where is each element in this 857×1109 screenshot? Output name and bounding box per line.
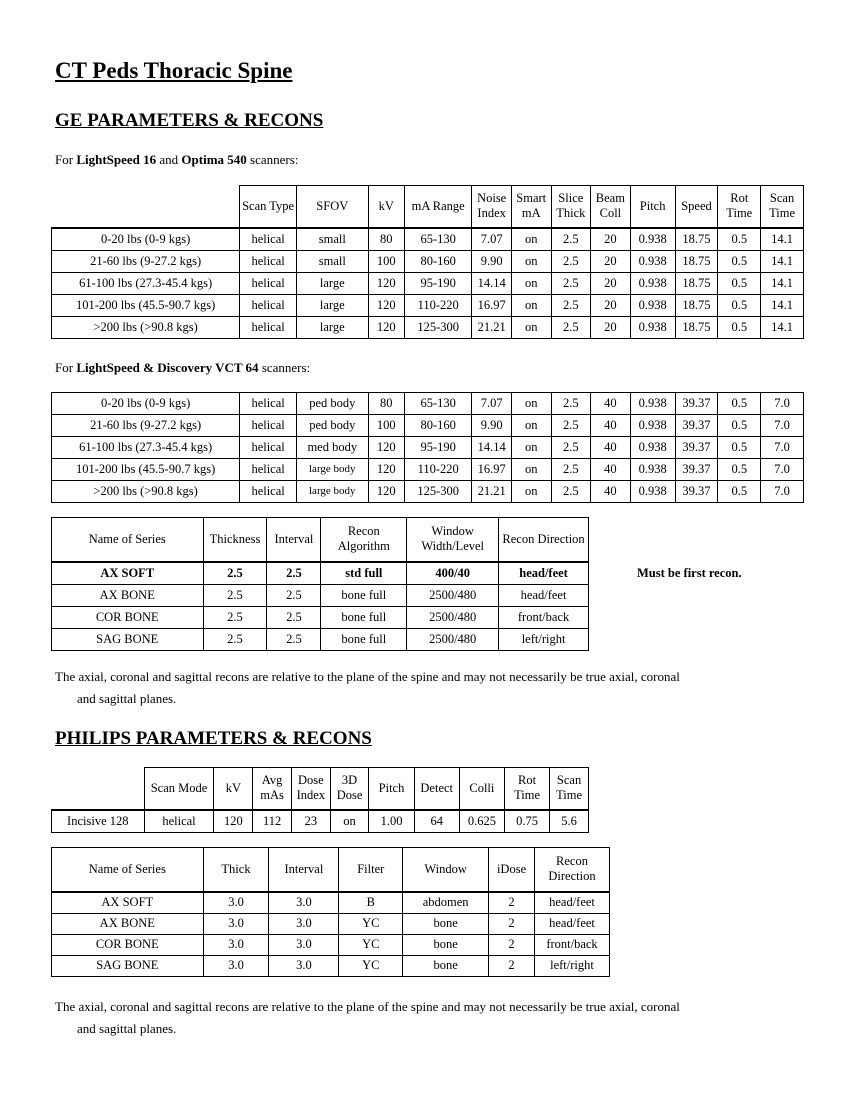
header-cell: mA Range: [404, 186, 471, 228]
table-cell: 0-20 lbs (0-9 kgs): [52, 228, 240, 251]
blank-header-cell: [52, 186, 240, 228]
table-cell: 14.1: [761, 272, 804, 294]
table-cell: 0.938: [630, 316, 675, 338]
table-cell: 40: [591, 393, 631, 415]
table-cell: bone: [403, 955, 489, 976]
table-cell: on: [511, 481, 551, 503]
philips-heading: PHILIPS PARAMETERS & RECONS: [55, 728, 372, 749]
table-cell: 2500/480: [407, 628, 499, 650]
table-cell: 400/40: [407, 562, 499, 585]
table-cell: front/back: [499, 606, 589, 628]
table-row: [52, 415, 804, 437]
table-cell: small: [296, 250, 368, 272]
table-cell: 39.37: [675, 393, 718, 415]
table-cell: YC: [339, 934, 403, 955]
table-cell: 39.37: [675, 437, 718, 459]
table-cell: head/feet: [499, 584, 589, 606]
table-cell: 120: [368, 294, 404, 316]
table-cell: helical: [240, 250, 297, 272]
header-cell: Pitch: [369, 768, 414, 810]
table-cell: 0.938: [630, 437, 675, 459]
table-cell: 125-300: [404, 316, 471, 338]
header-cell: Scan Type: [240, 186, 297, 228]
table-cell: helical: [240, 316, 297, 338]
table-cell: 3.0: [203, 892, 269, 914]
table-cell: 2.5: [203, 628, 267, 650]
table-cell: helical: [240, 481, 297, 503]
header-cell: Rot Time: [718, 186, 761, 228]
table-cell: AX BONE: [52, 913, 204, 934]
table-cell: 39.37: [675, 459, 718, 481]
table-cell: 2: [489, 955, 535, 976]
table-cell: 61-100 lbs (27.3-45.4 kgs): [52, 437, 240, 459]
header-cell: Scan Time: [550, 768, 589, 810]
ge-params-table-1: [51, 185, 804, 339]
table-cell: 110-220: [404, 294, 471, 316]
table-cell: small: [296, 228, 368, 251]
table-cell: 20: [591, 316, 631, 338]
table-cell: 101-200 lbs (45.5-90.7 kgs): [52, 294, 240, 316]
header-cell: Detect: [414, 768, 459, 810]
table-cell: bone full: [321, 606, 407, 628]
table-cell: 18.75: [675, 228, 718, 251]
ge-recon-body: [52, 562, 589, 651]
table-cell: 23: [291, 810, 330, 833]
table-cell: 2.5: [551, 437, 591, 459]
table-cell: 64: [414, 810, 459, 833]
philips-recon-note: [55, 996, 755, 1040]
table-cell: 0.625: [459, 810, 504, 833]
header-cell: Noise Index: [472, 186, 512, 228]
table-row: [52, 810, 589, 833]
table-cell: COR BONE: [52, 934, 204, 955]
table-cell: 120: [214, 810, 253, 833]
ge-table-1-body: [52, 228, 804, 339]
table-cell: large body: [296, 481, 368, 503]
table-cell: large: [296, 272, 368, 294]
table-cell: 2.5: [551, 481, 591, 503]
table-row: [52, 272, 804, 294]
recon-header-row: [52, 518, 589, 562]
table-cell: 0.938: [630, 393, 675, 415]
table-cell: 16.97: [472, 459, 512, 481]
table-cell: 9.90: [472, 250, 512, 272]
table-cell: 0.5: [718, 393, 761, 415]
header-cell: Dose Index: [291, 768, 330, 810]
table-cell: front/back: [535, 934, 610, 955]
table-cell: >200 lbs (>90.8 kgs): [52, 481, 240, 503]
table-cell: 21.21: [472, 316, 512, 338]
table-cell: B: [339, 892, 403, 914]
table-cell: 2.5: [203, 606, 267, 628]
table-cell: ped body: [296, 415, 368, 437]
table-cell: YC: [339, 955, 403, 976]
table-cell: 7.07: [472, 393, 512, 415]
table-cell: 39.37: [675, 415, 718, 437]
table-cell: on: [511, 272, 551, 294]
table-cell: on: [511, 294, 551, 316]
header-cell: Pitch: [630, 186, 675, 228]
table-cell: 0.938: [630, 415, 675, 437]
table-cell: 120: [368, 316, 404, 338]
table-cell: AX SOFT: [52, 892, 204, 914]
page-title: CT Peds Thoracic Spine: [55, 58, 293, 83]
table-cell: 0.5: [718, 228, 761, 251]
table-row: [52, 481, 804, 503]
table-cell: 39.37: [675, 481, 718, 503]
table-cell: 2.5: [551, 272, 591, 294]
table-cell: AX BONE: [52, 584, 204, 606]
table-cell: 7.0: [761, 415, 804, 437]
table-cell: 2.5: [203, 584, 267, 606]
table-cell: 65-130: [404, 228, 471, 251]
table-cell: 120: [368, 272, 404, 294]
note-line: and sagittal planes.: [77, 1021, 177, 1036]
note-line: and sagittal planes.: [77, 691, 177, 706]
header-cell: Recon Direction: [499, 518, 589, 562]
recon-header-row: [52, 848, 610, 892]
table-cell: 2: [489, 892, 535, 914]
table-cell: on: [511, 393, 551, 415]
header-cell: Window: [403, 848, 489, 892]
header-cell: Interval: [267, 518, 321, 562]
table-cell: 100: [368, 250, 404, 272]
ge-params-table-2: [51, 392, 804, 503]
header-cell: Name of Series: [52, 848, 204, 892]
table-cell: on: [330, 810, 369, 833]
table-cell: 0.5: [718, 459, 761, 481]
table-cell: bone: [403, 913, 489, 934]
table-cell: on: [511, 437, 551, 459]
header-cell: iDose: [489, 848, 535, 892]
table-cell: helical: [240, 415, 297, 437]
table-cell: 3.0: [269, 934, 339, 955]
table-cell: on: [511, 415, 551, 437]
header-cell: Avg mAs: [253, 768, 292, 810]
table-cell: 2.5: [267, 562, 321, 585]
table-cell: 95-190: [404, 272, 471, 294]
table-cell: SAG BONE: [52, 955, 204, 976]
table-cell: 110-220: [404, 459, 471, 481]
table-cell: 0.938: [630, 459, 675, 481]
header-cell: Slice Thick: [551, 186, 591, 228]
table-cell: 40: [591, 459, 631, 481]
param-header-row: [52, 186, 804, 228]
table-cell: 2500/480: [407, 606, 499, 628]
table-cell: 2.5: [551, 459, 591, 481]
table-cell: 14.14: [472, 272, 512, 294]
table-cell: 2.5: [551, 415, 591, 437]
table-cell: 0.5: [718, 294, 761, 316]
table-cell: 7.0: [761, 437, 804, 459]
table-cell: 0.75: [504, 810, 549, 833]
table-cell: ped body: [296, 393, 368, 415]
table-cell: 18.75: [675, 294, 718, 316]
philips-recon-table: [51, 847, 610, 977]
ge-recon-table: [51, 517, 589, 651]
table-cell: helical: [144, 810, 214, 833]
table-cell: AX SOFT: [52, 562, 204, 585]
table-row: [52, 250, 804, 272]
table-row: [52, 228, 804, 251]
table-row: [52, 316, 804, 338]
table-cell: 120: [368, 481, 404, 503]
header-cell: Rot Time: [504, 768, 549, 810]
table-cell: 20: [591, 228, 631, 251]
table-cell: SAG BONE: [52, 628, 204, 650]
table-cell: 21.21: [472, 481, 512, 503]
note-line: The axial, coronal and sagittal recons are relative to the plane of the spine and may not necessarily be true axial, coronal: [55, 999, 680, 1014]
table-cell: large body: [296, 459, 368, 481]
table-cell: 0.5: [718, 250, 761, 272]
table-cell: 7.07: [472, 228, 512, 251]
table-cell: med body: [296, 437, 368, 459]
philips-params-table: [51, 767, 589, 833]
table-cell: 20: [591, 294, 631, 316]
table-cell: bone full: [321, 584, 407, 606]
table-cell: on: [511, 459, 551, 481]
table-cell: 14.1: [761, 228, 804, 251]
table-cell: 80: [368, 228, 404, 251]
header-cell: Window Width/Level: [407, 518, 499, 562]
table-cell: 2: [489, 913, 535, 934]
table-cell: 2.5: [551, 294, 591, 316]
table-cell: helical: [240, 272, 297, 294]
table-row: [52, 606, 589, 628]
header-cell: kV: [368, 186, 404, 228]
header-cell: Smart mA: [511, 186, 551, 228]
table-cell: >200 lbs (>90.8 kgs): [52, 316, 240, 338]
table-cell: 7.0: [761, 393, 804, 415]
table-cell: 2: [489, 934, 535, 955]
table-cell: COR BONE: [52, 606, 204, 628]
table-row: [52, 913, 610, 934]
table-cell: 18.75: [675, 250, 718, 272]
table-cell: 20: [591, 272, 631, 294]
table-cell: abdomen: [403, 892, 489, 914]
table-cell: 0.938: [630, 272, 675, 294]
table-cell: 7.0: [761, 459, 804, 481]
header-cell: Scan Time: [761, 186, 804, 228]
table-cell: 16.97: [472, 294, 512, 316]
table-cell: large: [296, 294, 368, 316]
table-row: [52, 628, 589, 650]
table-cell: 0-20 lbs (0-9 kgs): [52, 393, 240, 415]
table-cell: 2.5: [267, 628, 321, 650]
header-cell: Filter: [339, 848, 403, 892]
ge-heading: GE PARAMETERS & RECONS: [55, 110, 324, 131]
table-cell: 3.0: [269, 892, 339, 914]
table-cell: 0.5: [718, 415, 761, 437]
table-cell: 2.5: [551, 250, 591, 272]
header-cell: Interval: [269, 848, 339, 892]
table-cell: 7.0: [761, 481, 804, 503]
header-cell: Recon Direction: [535, 848, 610, 892]
table-cell: 21-60 lbs (9-27.2 kgs): [52, 415, 240, 437]
table-cell: 0.5: [718, 316, 761, 338]
table-cell: 3.0: [269, 955, 339, 976]
table-cell: 112: [253, 810, 292, 833]
table-cell: 14.1: [761, 294, 804, 316]
table-cell: 3.0: [203, 955, 269, 976]
table-cell: 2500/480: [407, 584, 499, 606]
table-cell: 2.5: [267, 606, 321, 628]
table-cell: 20: [591, 250, 631, 272]
table-cell: 0.938: [630, 481, 675, 503]
header-cell: Beam Coll: [591, 186, 631, 228]
table-cell: 18.75: [675, 316, 718, 338]
table-cell: 18.75: [675, 272, 718, 294]
table-cell: 0.5: [718, 437, 761, 459]
table-cell: 0.938: [630, 294, 675, 316]
table-row: [52, 437, 804, 459]
table-cell: on: [511, 228, 551, 251]
table-row: [52, 393, 804, 415]
table-cell: on: [511, 316, 551, 338]
table-cell: bone: [403, 934, 489, 955]
table-cell: YC: [339, 913, 403, 934]
header-cell: Recon Algorithm: [321, 518, 407, 562]
table-row: [52, 459, 804, 481]
table-row: [52, 294, 804, 316]
header-cell: Thick: [203, 848, 269, 892]
table-cell: 21-60 lbs (9-27.2 kgs): [52, 250, 240, 272]
blank-header-cell: [52, 768, 145, 810]
table-row: [52, 934, 610, 955]
table-cell: 0.938: [630, 228, 675, 251]
header-cell: Thickness: [203, 518, 267, 562]
table-cell: 95-190: [404, 437, 471, 459]
table-cell: 0.5: [718, 481, 761, 503]
table-cell: 0.938: [630, 250, 675, 272]
table-cell: 14.1: [761, 316, 804, 338]
table-cell: 2.5: [551, 228, 591, 251]
table-cell: 14.1: [761, 250, 804, 272]
table-cell: 2.5: [267, 584, 321, 606]
table-cell: 3.0: [203, 934, 269, 955]
table-cell: 40: [591, 415, 631, 437]
table-cell: 2.5: [551, 393, 591, 415]
table-cell: 120: [368, 437, 404, 459]
header-cell: Scan Mode: [144, 768, 214, 810]
param-header-row: [52, 768, 589, 810]
ge-recon-note: [55, 666, 755, 710]
table-cell: 80-160: [404, 415, 471, 437]
table-row: [52, 892, 610, 914]
table-cell: helical: [240, 437, 297, 459]
table-cell: 9.90: [472, 415, 512, 437]
table-cell: 120: [368, 459, 404, 481]
table-cell: head/feet: [535, 913, 610, 934]
table-cell: 40: [591, 481, 631, 503]
table-cell: 1.00: [369, 810, 414, 833]
table-cell: helical: [240, 294, 297, 316]
table-cell: large: [296, 316, 368, 338]
philips-recon-body: [52, 892, 610, 977]
table-cell: 101-200 lbs (45.5-90.7 kgs): [52, 459, 240, 481]
first-recon-note: Must be first recon.: [637, 566, 742, 580]
table-row: [52, 955, 610, 976]
table-cell: helical: [240, 459, 297, 481]
table-cell: 40: [591, 437, 631, 459]
table-cell: 61-100 lbs (27.3-45.4 kgs): [52, 272, 240, 294]
table-cell: on: [511, 250, 551, 272]
table-cell: 80: [368, 393, 404, 415]
ge-table-2-body: [52, 393, 804, 503]
table-cell: 65-130: [404, 393, 471, 415]
header-cell: 3D Dose: [330, 768, 369, 810]
table-row: [52, 562, 589, 585]
table-cell: 0.5: [718, 272, 761, 294]
header-cell: kV: [214, 768, 253, 810]
table-cell: std full: [321, 562, 407, 585]
table-cell: bone full: [321, 628, 407, 650]
table-cell: 2.5: [203, 562, 267, 585]
table-cell: 5.6: [550, 810, 589, 833]
table-row: [52, 584, 589, 606]
header-cell: Name of Series: [52, 518, 204, 562]
header-cell: SFOV: [296, 186, 368, 228]
header-cell: Speed: [675, 186, 718, 228]
table-cell: left/right: [535, 955, 610, 976]
header-cell: Colli: [459, 768, 504, 810]
table-cell: 100: [368, 415, 404, 437]
ge-intro-1: For LightSpeed 16 and Optima 540 scanners:: [55, 152, 299, 167]
note-line: The axial, coronal and sagittal recons are relative to the plane of the spine and may not necessarily be true axial, coronal: [55, 669, 680, 684]
table-cell: Incisive 128: [52, 810, 145, 833]
table-cell: 80-160: [404, 250, 471, 272]
table-cell: 2.5: [551, 316, 591, 338]
table-cell: 14.14: [472, 437, 512, 459]
table-cell: head/feet: [535, 892, 610, 914]
table-cell: 3.0: [203, 913, 269, 934]
table-cell: helical: [240, 228, 297, 251]
table-cell: head/feet: [499, 562, 589, 585]
table-cell: helical: [240, 393, 297, 415]
ge-intro-2: For LightSpeed & Discovery VCT 64 scanners:: [55, 360, 311, 375]
table-cell: 125-300: [404, 481, 471, 503]
table-cell: left/right: [499, 628, 589, 650]
table-cell: 3.0: [269, 913, 339, 934]
